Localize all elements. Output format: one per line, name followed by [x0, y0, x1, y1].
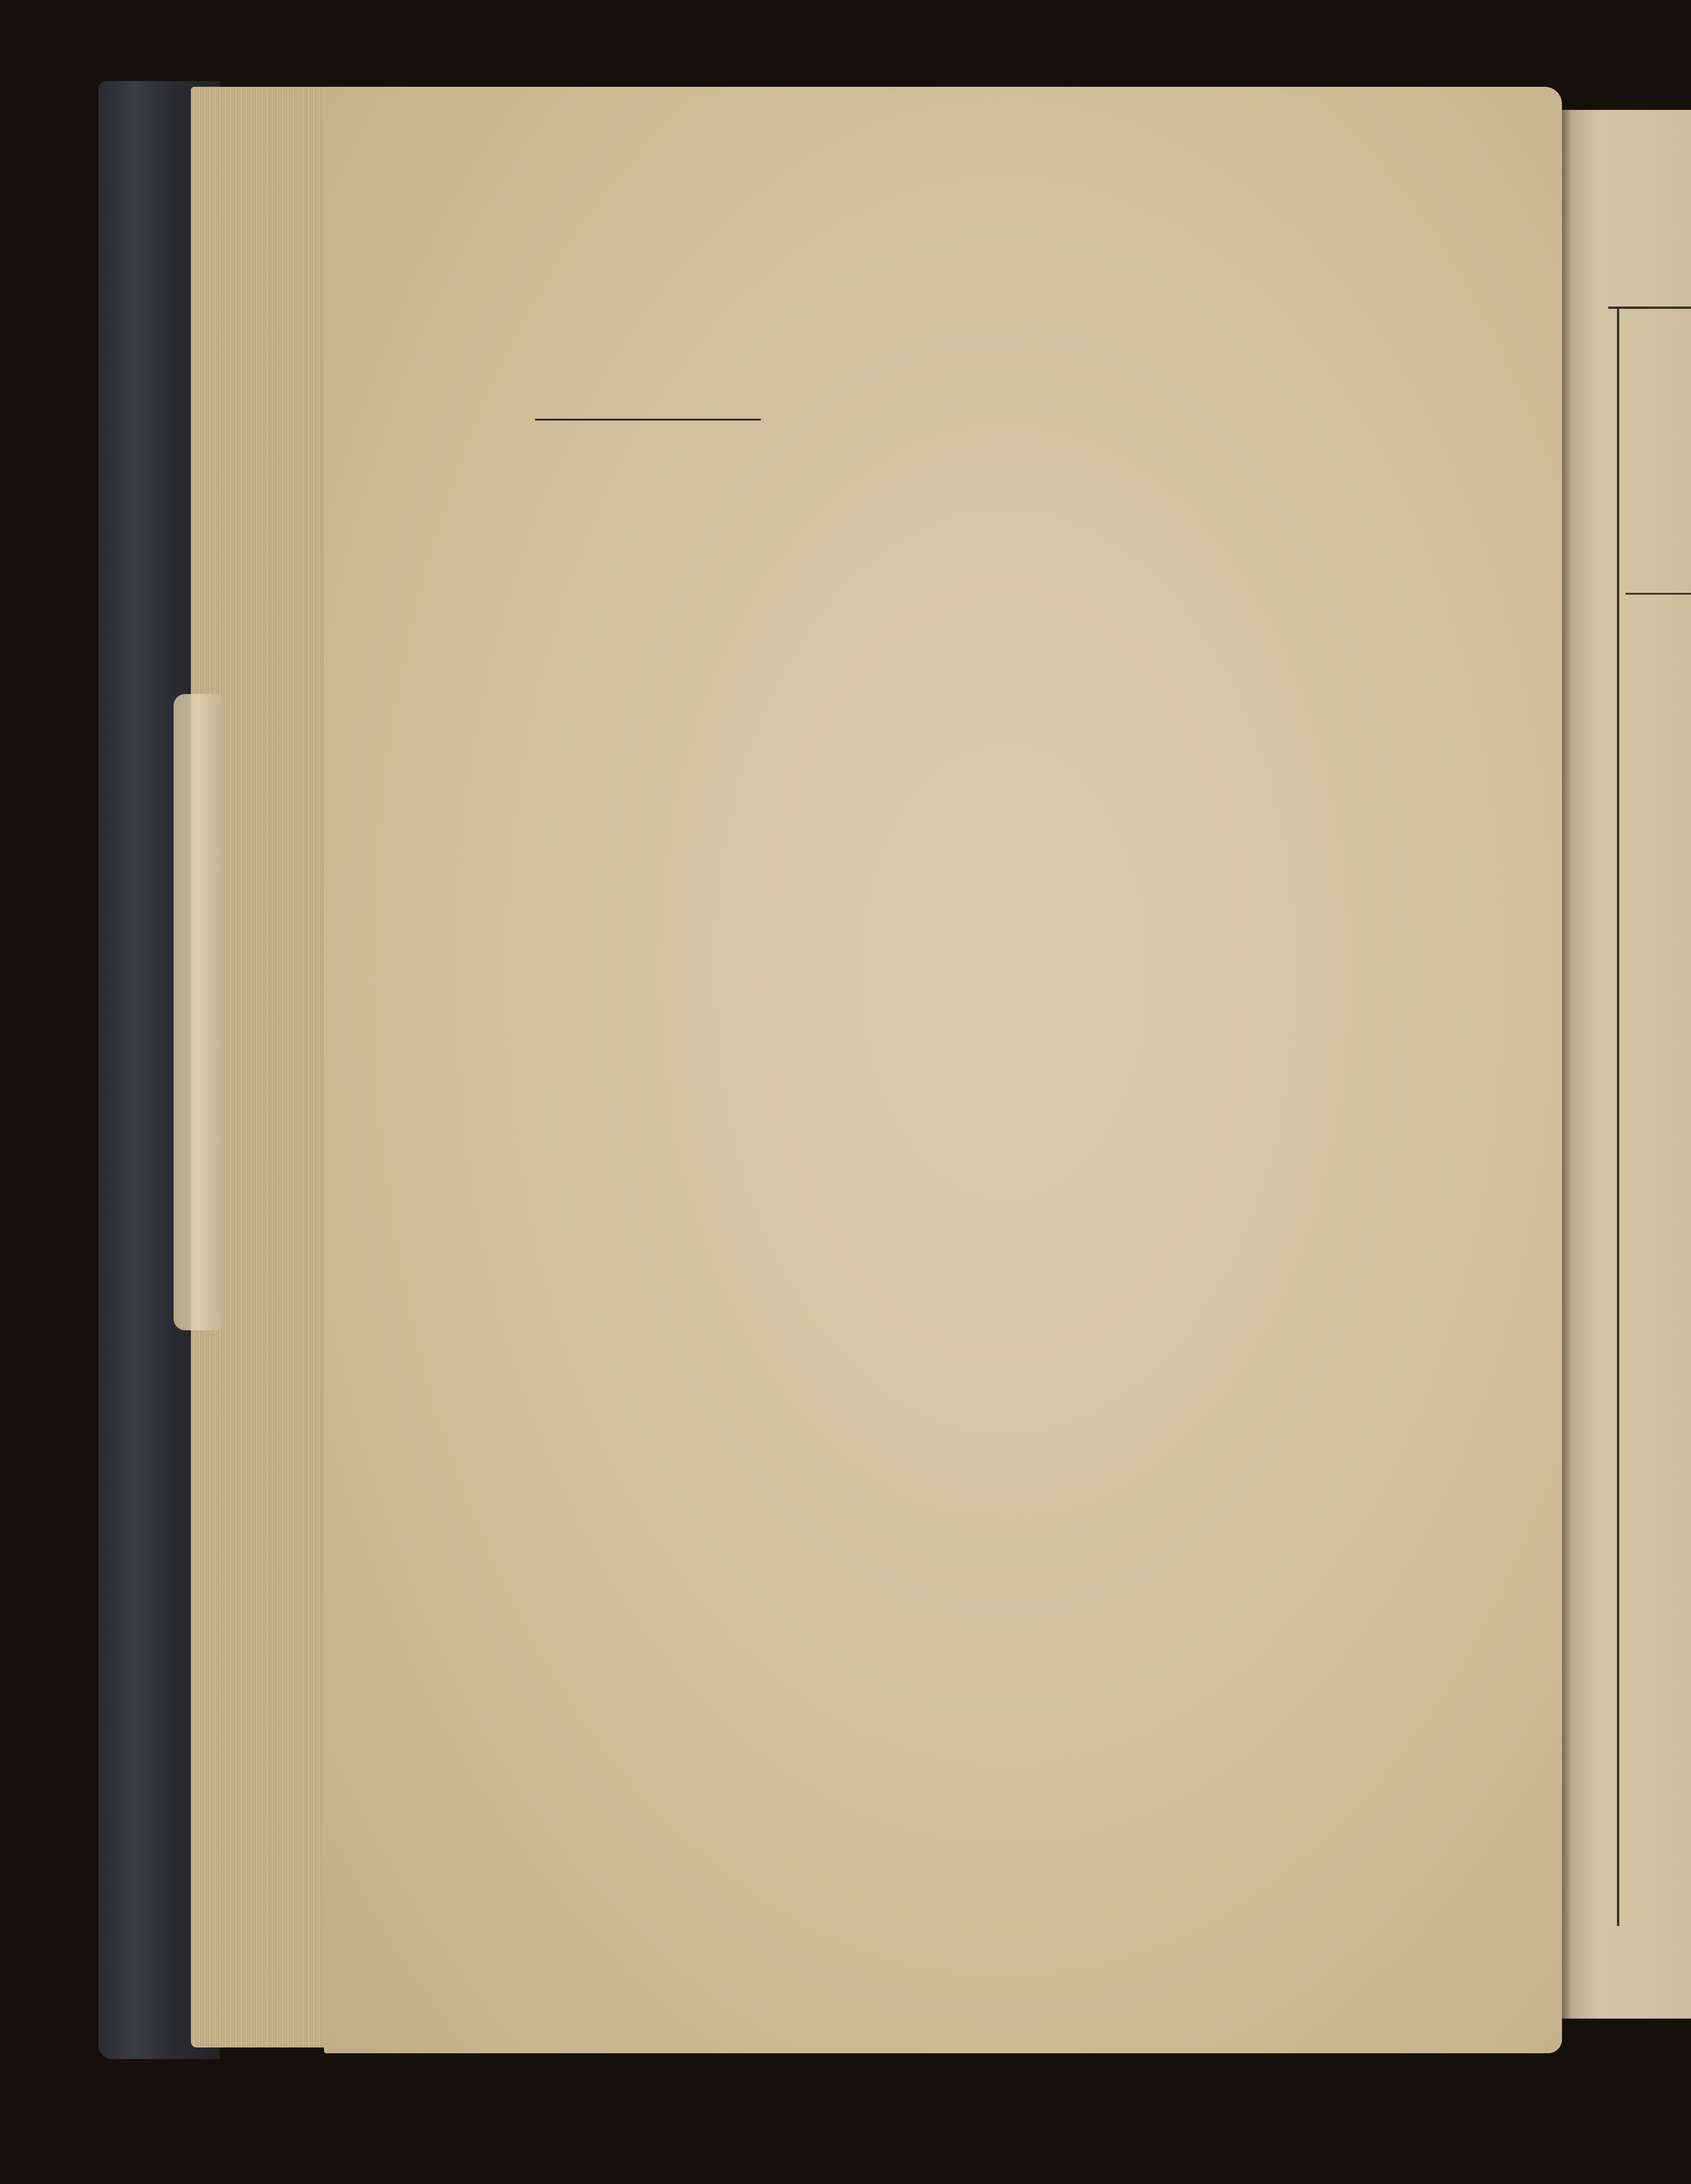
- right-page: [1562, 110, 1691, 2019]
- right-page-frame-top: [1608, 307, 1691, 309]
- statistics-table: [509, 261, 1498, 1904]
- right-page-frame-line: [1617, 307, 1619, 1926]
- right-page-frame-rule: [1626, 593, 1691, 595]
- header-divider: [535, 419, 761, 420]
- paper-tab: [174, 694, 226, 1330]
